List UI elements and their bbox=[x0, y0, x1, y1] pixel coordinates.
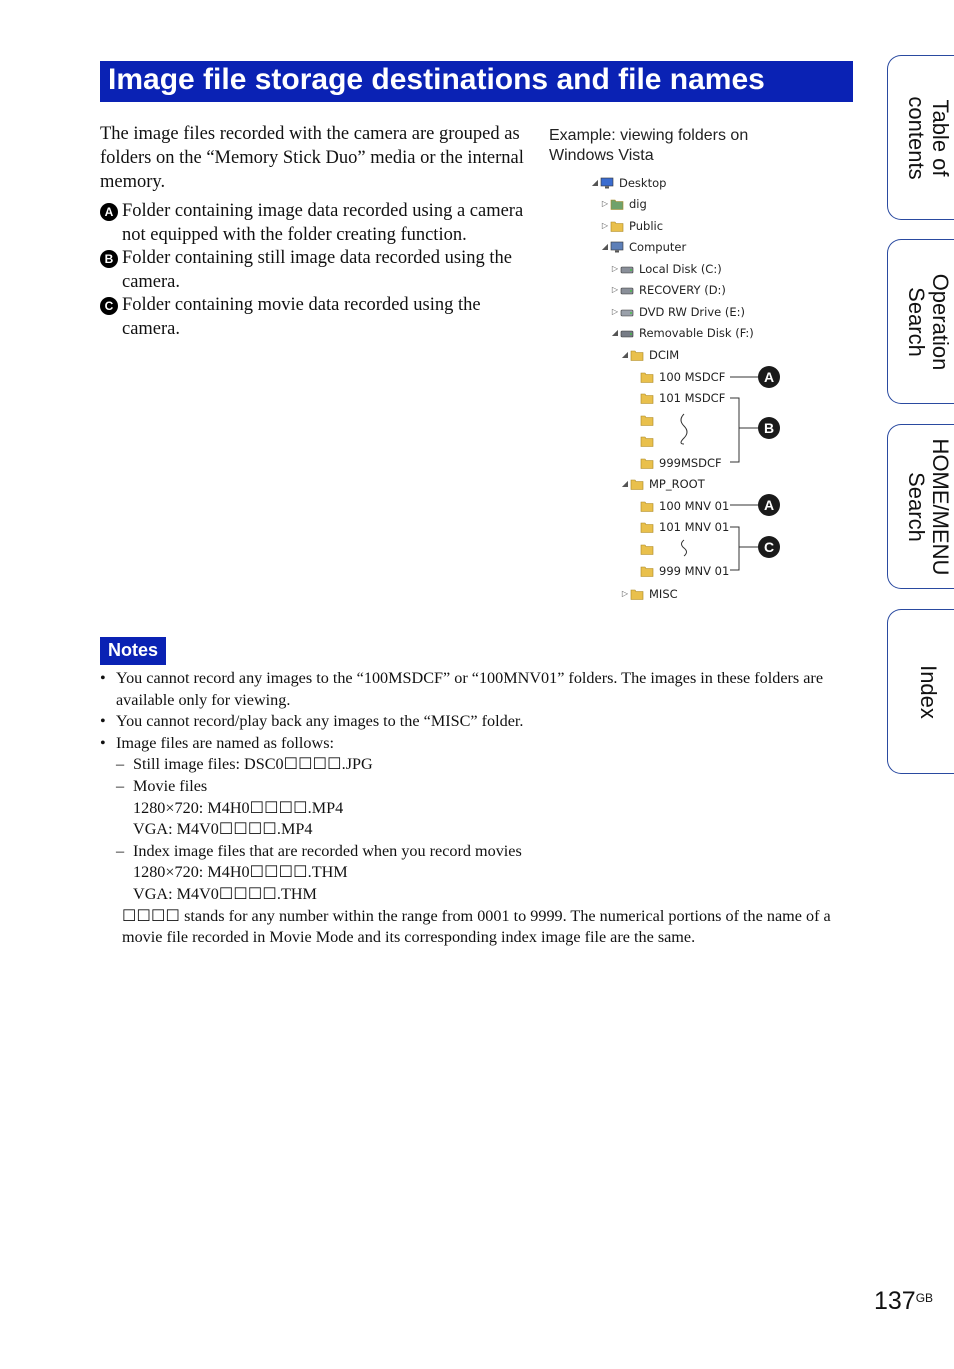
legend-text-b: Folder containing still image data recorded using the camera. bbox=[122, 248, 512, 292]
page-number-suffix: GB bbox=[915, 1291, 934, 1305]
dash-marker: – bbox=[116, 841, 125, 860]
movie-vga-filename: VGA: M4V0☐☐☐☐.MP4 bbox=[133, 820, 313, 839]
folder-icon bbox=[640, 499, 654, 513]
computer-icon bbox=[610, 240, 624, 254]
tree-item-label: MISC bbox=[649, 587, 678, 601]
index-heading: Index image files that are recorded when you record movies bbox=[133, 841, 522, 860]
folder-icon bbox=[640, 434, 654, 448]
page-title: Image file storage destinations and file names bbox=[100, 61, 853, 102]
page-number bbox=[874, 1287, 933, 1316]
hard-disk-icon bbox=[620, 262, 634, 276]
expand-arrow-icon[interactable]: ◢ bbox=[591, 178, 599, 187]
tree-item[interactable] bbox=[620, 346, 679, 364]
tree-item[interactable] bbox=[610, 281, 726, 299]
tab-label: Table of contents bbox=[903, 95, 953, 180]
desktop-icon bbox=[600, 176, 614, 190]
folder-legend bbox=[100, 200, 540, 341]
expand-arrow-icon[interactable]: ◢ bbox=[621, 350, 629, 359]
bracket-b bbox=[730, 398, 739, 462]
dash-marker: – bbox=[116, 776, 125, 795]
index-vga-filename: VGA: M4V0☐☐☐☐.THM bbox=[133, 884, 317, 903]
folder-icon bbox=[640, 413, 654, 427]
tree-item[interactable] bbox=[630, 454, 722, 472]
page-number-value: 137 bbox=[874, 1287, 916, 1315]
movie-heading: Movie files bbox=[133, 776, 208, 795]
note-item: • Image files are named as follows: bbox=[100, 733, 840, 755]
tree-item-label: 101 MNV 01 bbox=[659, 520, 730, 534]
badge-c-icon: C bbox=[100, 297, 118, 315]
expand-arrow-icon[interactable]: ▷ bbox=[601, 199, 609, 208]
legend-item-c bbox=[100, 294, 540, 341]
tree-item-label: MP_ROOT bbox=[649, 477, 705, 491]
tree-item[interactable] bbox=[620, 585, 678, 603]
tab-label: HOME/MENU Search bbox=[903, 438, 953, 575]
folder-icon bbox=[630, 477, 644, 491]
expand-arrow-icon[interactable]: ◢ bbox=[601, 242, 609, 251]
folder-icon bbox=[640, 456, 654, 470]
tree-item[interactable] bbox=[630, 518, 729, 536]
tab-home-menu-search[interactable] bbox=[887, 424, 954, 589]
badge-a-icon: A bbox=[100, 203, 118, 221]
folder-icon bbox=[640, 520, 654, 534]
tree-item[interactable] bbox=[630, 497, 729, 515]
folder-icon bbox=[640, 391, 654, 405]
tree-item[interactable] bbox=[600, 238, 686, 256]
ellipsis-squiggle bbox=[681, 414, 687, 444]
expand-arrow-icon[interactable]: ▷ bbox=[621, 589, 629, 598]
bracket-c bbox=[730, 527, 739, 570]
tree-item-label: 999MSDCF bbox=[659, 456, 722, 470]
tab-operation-search[interactable] bbox=[887, 239, 954, 404]
tree-item[interactable] bbox=[630, 389, 725, 407]
note-subitem bbox=[100, 841, 840, 863]
tab-index[interactable] bbox=[887, 609, 954, 774]
tree-item-label: RECOVERY (D:) bbox=[639, 283, 726, 297]
hard-disk-icon bbox=[620, 283, 634, 297]
legend-item-b bbox=[100, 247, 540, 294]
tree-item[interactable] bbox=[610, 260, 722, 278]
folder-icon bbox=[640, 370, 654, 384]
marker-b-icon: B bbox=[758, 417, 780, 439]
tree-item-label: DCIM bbox=[649, 348, 680, 362]
tree-item[interactable] bbox=[610, 303, 745, 321]
tree-item[interactable] bbox=[590, 174, 666, 192]
expand-arrow-icon[interactable]: ◢ bbox=[621, 479, 629, 488]
tree-item[interactable] bbox=[620, 475, 705, 493]
ellipsis-squiggle bbox=[682, 540, 687, 556]
tab-label: Operation Search bbox=[903, 273, 953, 370]
tree-item-label: Removable Disk (F:) bbox=[639, 326, 754, 340]
legend-text-a: Folder containing image data recorded using a camera not equipped with the folder creating function. bbox=[122, 201, 524, 245]
intro-paragraph: The image files recorded with the camera are grouped as folders on the “Memory Stick Duo” media or the internal memory. bbox=[100, 124, 524, 192]
tab-label: Index bbox=[915, 664, 941, 719]
expand-arrow-icon[interactable]: ▷ bbox=[611, 264, 619, 273]
tree-item[interactable] bbox=[630, 432, 659, 450]
note-subitem bbox=[100, 754, 840, 776]
user-folder-icon bbox=[610, 197, 624, 211]
marker-a-icon: A bbox=[758, 366, 780, 388]
note-item: • You cannot record/play back any images to the “MISC” folder. bbox=[100, 711, 840, 733]
marker-a-icon: A bbox=[758, 494, 780, 516]
expand-arrow-icon[interactable]: ▷ bbox=[611, 285, 619, 294]
tree-item[interactable] bbox=[600, 195, 647, 213]
expand-arrow-icon[interactable]: ◢ bbox=[611, 328, 619, 337]
note-item: • You cannot record any images to the “100MSDCF” or “100MNV01” folders. The images in these folders are available only for viewing. bbox=[100, 668, 840, 711]
removable-disk-icon bbox=[620, 326, 634, 340]
tree-item-label: Public bbox=[629, 219, 664, 233]
tree-item-label: 100 MNV 01 bbox=[659, 499, 730, 513]
tree-item[interactable] bbox=[610, 324, 754, 342]
folder-icon bbox=[630, 587, 644, 601]
tree-item[interactable] bbox=[630, 368, 725, 386]
tree-item-label: 101 MSDCF bbox=[659, 391, 726, 405]
notes-label: Notes bbox=[100, 637, 166, 665]
example-caption: Example: viewing folders on Windows Vista bbox=[549, 127, 749, 164]
note-subitem bbox=[100, 776, 840, 798]
tree-item-label: dig bbox=[629, 197, 647, 211]
notes-list bbox=[100, 668, 840, 949]
tree-item[interactable] bbox=[630, 540, 659, 558]
marker-c-icon: C bbox=[758, 536, 780, 558]
folder-icon bbox=[640, 564, 654, 578]
tree-item[interactable] bbox=[630, 562, 729, 580]
folder-tree bbox=[580, 172, 820, 612]
dvd-drive-icon bbox=[620, 305, 634, 319]
tree-item[interactable] bbox=[600, 217, 663, 235]
expand-arrow-icon[interactable]: ▷ bbox=[611, 307, 619, 316]
index-hd-filename: 1280×720: M4H0☐☐☐☐.THM bbox=[133, 863, 348, 882]
tree-item-label: Desktop bbox=[619, 176, 667, 190]
folder-icon bbox=[610, 219, 624, 233]
folder-icon bbox=[640, 542, 654, 556]
legend-item-a bbox=[100, 200, 540, 247]
folder-icon bbox=[630, 348, 644, 362]
legend-text-c: Folder containing movie data recorded using the camera. bbox=[122, 295, 481, 339]
tree-item-label: DVD RW Drive (E:) bbox=[639, 305, 746, 319]
tab-table-of-contents[interactable] bbox=[887, 55, 954, 220]
tree-item-label: 999 MNV 01 bbox=[659, 564, 730, 578]
tree-item[interactable] bbox=[630, 411, 659, 429]
badge-b-icon: B bbox=[100, 250, 118, 268]
still-filename: Still image files: DSC0☐☐☐☐.JPG bbox=[133, 755, 373, 774]
dash-marker: – bbox=[116, 755, 125, 774]
tree-item-label: Computer bbox=[629, 240, 687, 254]
tree-item-label: 100 MSDCF bbox=[659, 370, 726, 384]
range-note: ☐☐☐☐ stands for any number within the range from 0001 to 9999. The numerical portions of the name of a movie file recorded in Movie Mode and its corresponding index image file are the same. bbox=[122, 906, 831, 947]
movie-hd-filename: 1280×720: M4H0☐☐☐☐.MP4 bbox=[133, 798, 344, 817]
tree-item-label: Local Disk (C:) bbox=[639, 262, 722, 276]
expand-arrow-icon[interactable]: ▷ bbox=[601, 221, 609, 230]
